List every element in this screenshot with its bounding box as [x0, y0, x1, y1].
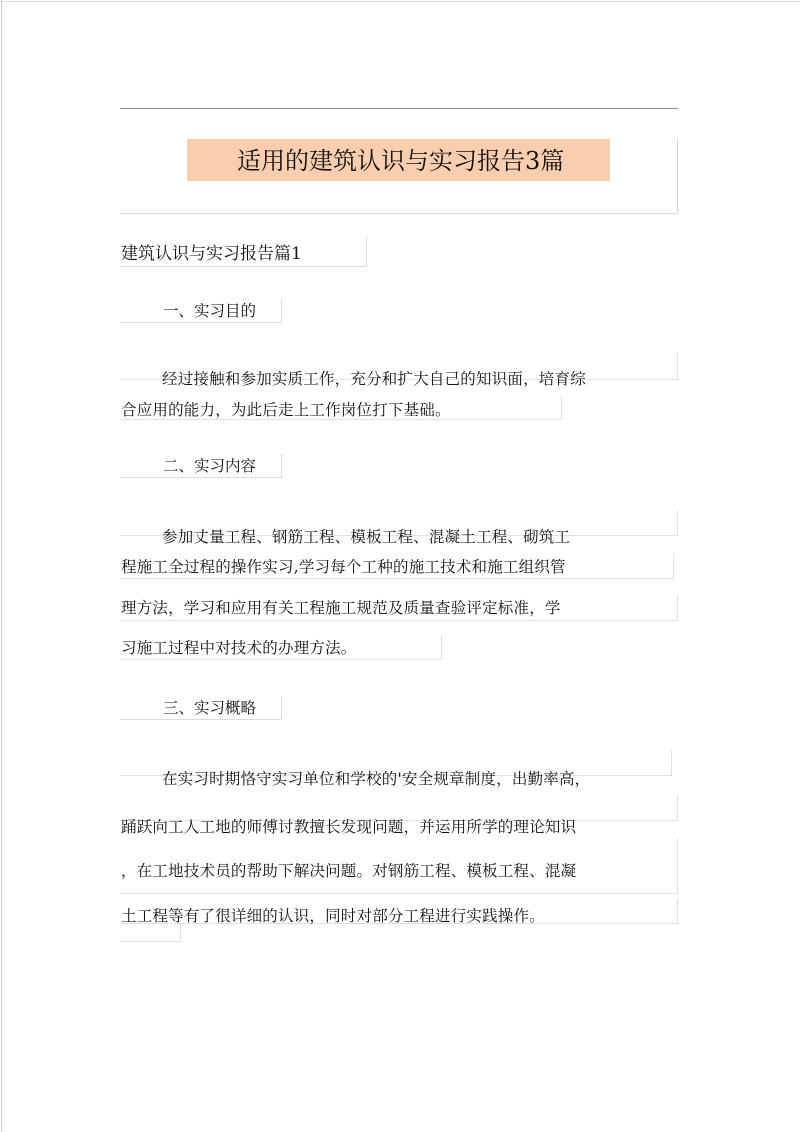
paragraph-line: 土工程等有了很详细的认识，同时对部分工程进行实践操作。 [121, 907, 545, 925]
header-rule [120, 108, 678, 109]
paragraph-line: 参加丈量工程、钢筋工程、模板工程、混凝土工程、砌筑工 [162, 528, 571, 546]
section-heading: 三、实习概略 [163, 699, 257, 717]
paragraph-line: 在实习时期恪守实习单位和学校的'安全规章制度，出勤率高， [162, 770, 591, 788]
paragraph-line: 程施工全过程的操作实习,学习每个工种的施工技术和施工组织管 [121, 558, 566, 576]
paragraph-line: 习施工过程中对技术的办理方法。 [121, 639, 357, 657]
paragraph-line: 经过接触和参加实质工作，充分和扩大自己的知识面，培育综 [162, 370, 586, 388]
paragraph-line: ，在工地技术员的帮助下解决问题。对钢筋工程、模板工程、混凝 [121, 862, 577, 880]
line-frame [120, 924, 181, 942]
section-title: 建筑认识与实习报告篇1 [121, 244, 302, 264]
section-heading: 一、实习目的 [163, 302, 257, 320]
paragraph-line: 踊跃向工人工地的师傅讨教擅长发现问题，并运用所学的理论知识 [121, 818, 577, 836]
page-border-left [1, 0, 2, 1132]
page-border-top [0, 1, 800, 2]
paragraph-line: 合应用的能力，为此后走上工作岗位打下基础。 [121, 401, 451, 419]
document-title: 适用的建筑认识与实习报告3篇 [237, 147, 565, 175]
section-heading: 二、实习内容 [163, 457, 257, 475]
paragraph-line: 理方法，学习和应用有关工程施工规范及质量查验评定标准，学 [121, 599, 561, 617]
